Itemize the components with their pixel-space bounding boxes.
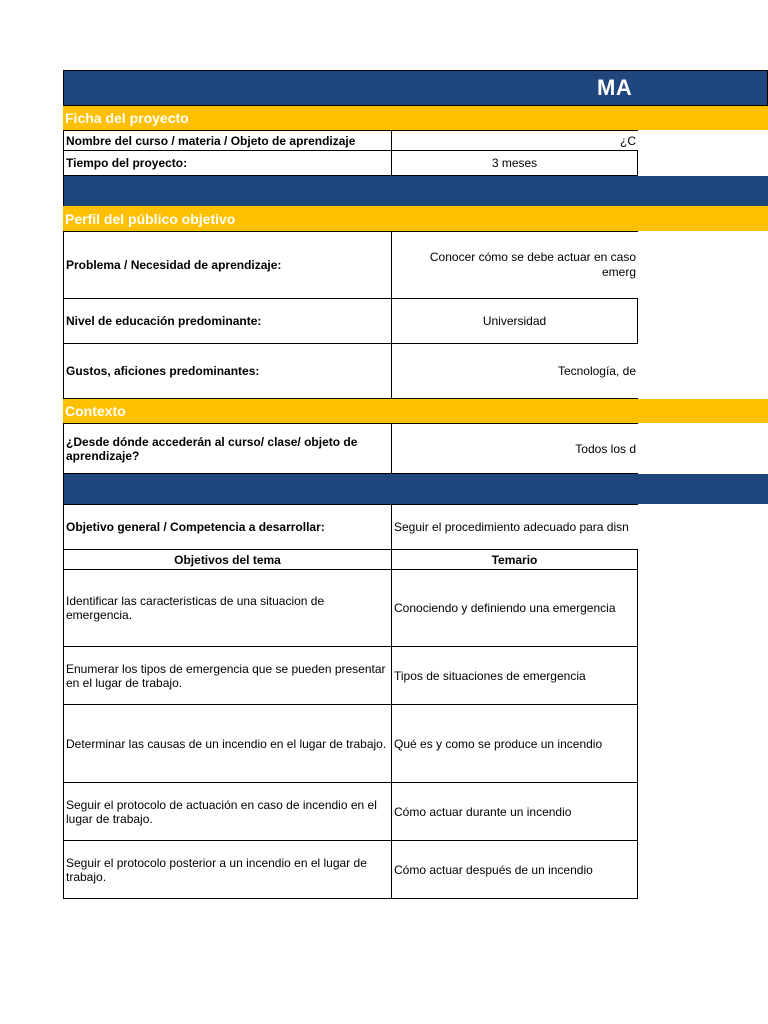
objetivo-general-label-cell: Objetivo general / Competencia a desarrollar: [63, 504, 392, 550]
gustos-value-cell [391, 343, 638, 399]
table-row-4-objetivo: Seguir el protocolo de actuación en caso de incendio en el lugar de trabajo. [63, 782, 392, 841]
column-header-temario: Temario [391, 549, 638, 570]
problema-value-line2: emerg [601, 265, 636, 279]
title-band [63, 70, 768, 106]
table-row-3-objetivo: Determinar las causas de un incendio en el lugar de trabajo. [63, 704, 392, 783]
problema-label-cell: Problema / Necesidad de aprendizaje: [63, 231, 392, 299]
table-row-2-temario: Tipos de situaciones de emergencia [391, 646, 638, 705]
acceso-value-text: Todos los d [575, 441, 636, 456]
table-row-1-temario: Conociendo y definiendo una emergencia [391, 569, 638, 647]
gustos-label-cell: Gustos, aficiones predominantes: [63, 343, 392, 399]
section-header-perfil [63, 206, 768, 231]
objetivo-general-value-cell [391, 504, 638, 550]
gustos-value-text: Tecnología, de [557, 364, 636, 378]
tiempo-value-cell: 3 meses [391, 150, 638, 176]
table-row-5-temario: Cómo actuar después de un incendio [391, 840, 638, 899]
nivel-label-cell: Nivel de educación predominante: [63, 298, 392, 344]
nivel-value-cell: Universidad [391, 298, 638, 344]
nombre-value-cell [391, 130, 638, 151]
problema-value-line1: Conocer cómo se debe actuar en caso [429, 250, 636, 264]
section-title-perfil: Perfil del público objetivo [65, 210, 236, 227]
nombre-label-cell: Nombre del curso / materia / Objeto de aprendizaje [63, 130, 392, 151]
table-row-1-objetivo: Identificar las caracteristicas de una situacion de emergencia. [63, 569, 392, 647]
page-title: MA [597, 75, 633, 100]
section-header-ficha [63, 106, 768, 130]
section-title-contexto: Contexto [65, 403, 126, 419]
section-header-contexto [63, 399, 768, 423]
separator-band-2 [63, 474, 768, 504]
column-header-objetivos: Objetivos del tema [63, 549, 392, 570]
nombre-value-text: ¿C [620, 133, 636, 148]
table-row-4-temario: Cómo actuar durante un incendio [391, 782, 638, 841]
problema-value-cell [391, 231, 638, 299]
table-row-3-temario: Qué es y como se produce un incendio [391, 704, 638, 783]
section-title-ficha: Ficha del proyecto [65, 110, 189, 126]
acceso-value-cell [391, 423, 638, 474]
acceso-label-cell: ¿Desde dónde accederán al curso/ clase/ objeto de aprendizaje? [63, 423, 392, 474]
table-row-5-objetivo: Seguir el protocolo posterior a un incendio en el lugar de trabajo. [63, 840, 392, 899]
separator-band-1 [63, 176, 768, 206]
tiempo-label-cell: Tiempo del proyecto: [63, 150, 392, 176]
objetivo-general-value-text: Seguir el procedimiento adecuado para disn [394, 520, 629, 534]
table-row-2-objetivo: Enumerar los tipos de emergencia que se pueden presentar en el lugar de trabajo. [63, 646, 392, 705]
